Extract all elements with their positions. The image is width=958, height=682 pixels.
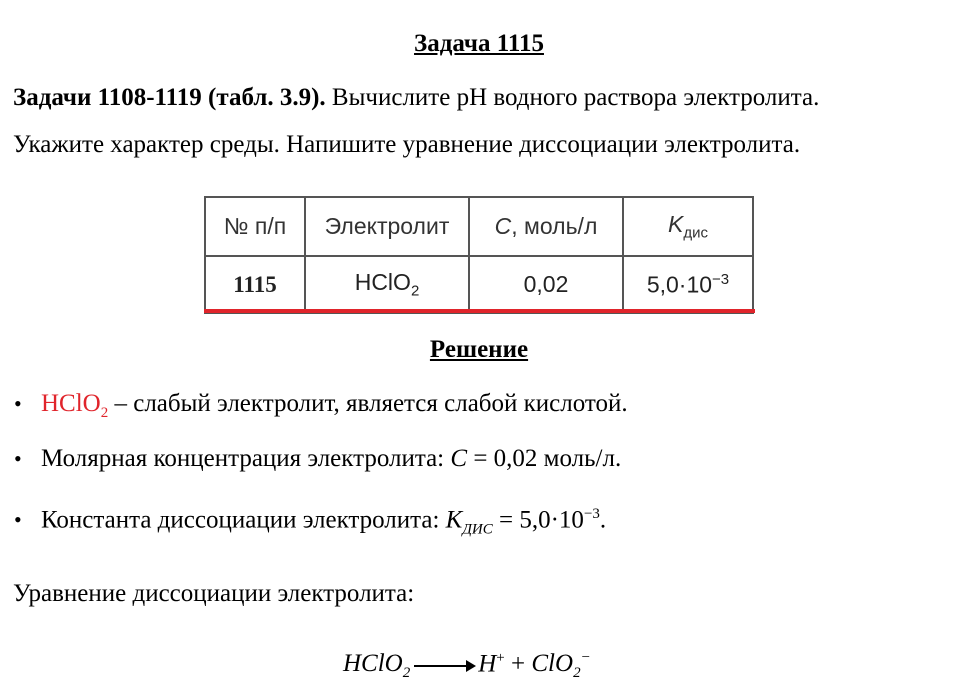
cell-electrolyte-base: HClO [354,269,411,296]
header-electrolyte: Электролит [305,197,469,256]
bullet-1-text: – слабый электролит, является слабой кислотой. [108,390,628,417]
table-row [205,256,753,313]
eq-h: H [478,650,497,678]
cell-electrolyte-sub: 2 [410,282,420,300]
bullet-dot: • [14,446,22,471]
header-conc-var: C [494,213,512,239]
header-number: № п/п [205,197,305,256]
bullet-dissociation-constant [14,506,606,538]
eq-h-sup: + [496,650,505,666]
reaction-arrow-icon [414,665,474,667]
cell-k-mant: 5,0·10 [646,271,713,298]
cell-k-exp: −3 [712,270,730,288]
intro-line-1 [13,74,948,122]
bullet-dot: • [14,507,22,533]
header-conc-unit: , моль/л [511,213,598,239]
eq-plus: + [504,650,532,678]
bullet-3-text: Константа диссоциации электролита: [41,506,446,534]
intro-line-2: Укажите характер среды. Напишите уравнение диссоциации электролита. [13,131,801,158]
table-red-underline [204,309,755,313]
cell-number: 1115 [205,256,305,313]
solution-title: Решение [429,336,529,363]
bullet-concentration [14,445,621,473]
bullet-dot: • [14,391,22,416]
problem-title: Задача 1115 [414,30,544,57]
table-header-row [205,197,753,256]
conc-var: C [450,445,468,472]
header-k-sub: дис [683,224,708,242]
k-sub: ДИС [462,521,493,538]
k-var: K [445,506,463,534]
formula-hclo2: HClO$_2$ [41,390,109,421]
eq-anion: ClO$_2$− [531,650,591,682]
conc-value: = 0,02 моль/л. [467,445,622,472]
intro-line-1-text: Вычислите pH водного раствора электролита. [325,84,820,111]
dissociation-equation [343,650,591,682]
data-table [204,196,754,314]
k-tail: . [599,506,607,534]
header-k-var: K [668,211,684,238]
intro-bold: Задачи 1108-1119 (табл. 3.9). [13,84,326,111]
eq-left: HClO$_2$ [343,650,411,682]
header-concentration [469,197,623,256]
equation-title: Уравнение диссоциации электролита: [13,580,415,607]
cell-concentration: 0,02 [469,256,623,313]
cell-electrolyte [305,256,469,313]
k-value: = 5,0·10 [492,506,584,534]
header-k-dis [623,197,753,256]
bullet-2-text: Молярная концентрация электролита: [41,445,451,472]
k-exp: −3 [583,506,600,522]
bullet-weak-electrolyte [14,390,628,422]
cell-k-dis [623,256,753,313]
